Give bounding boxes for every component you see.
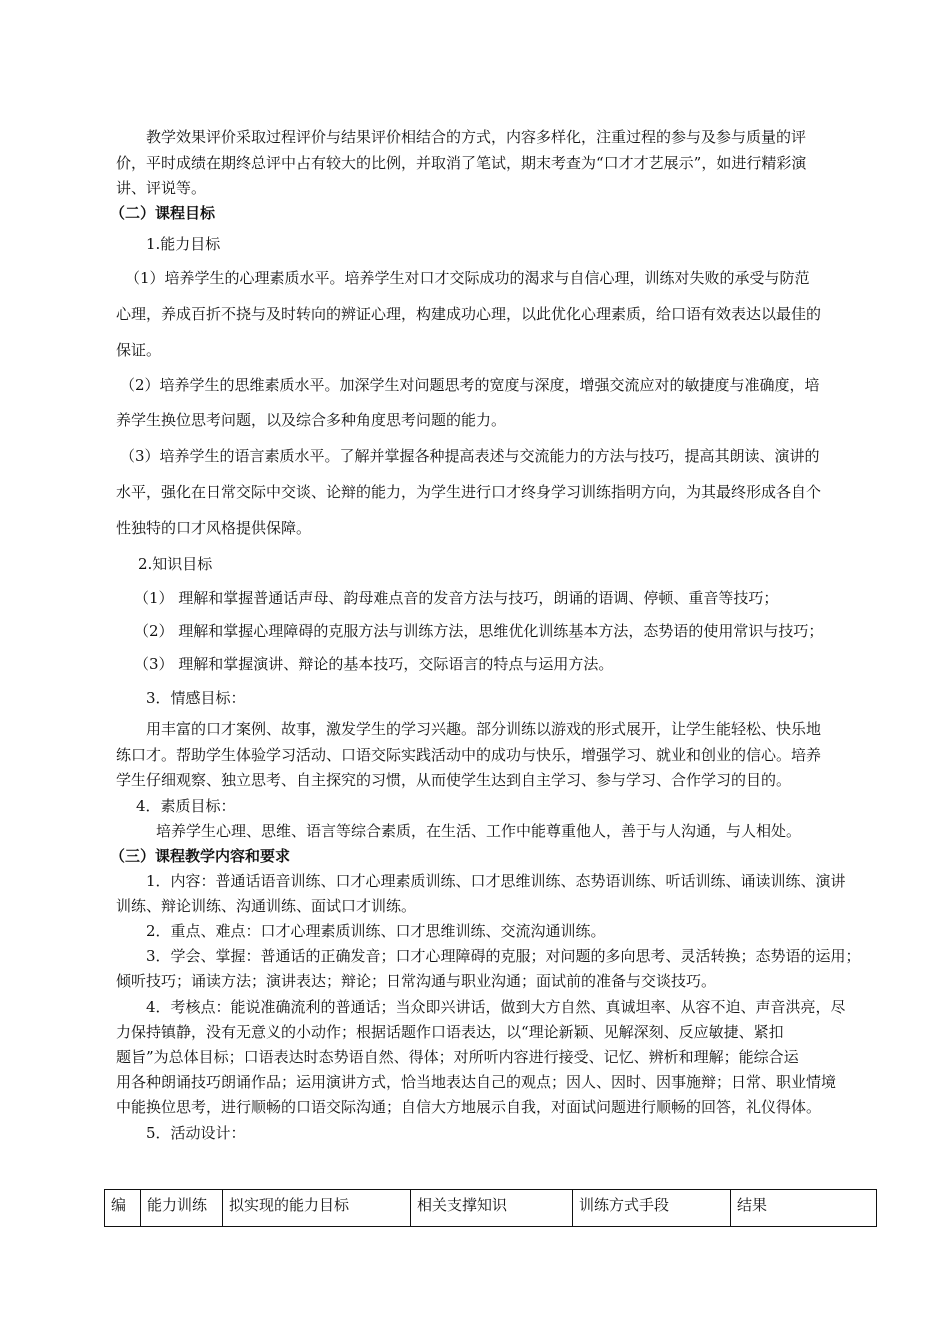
- text-line: 教学效果评价采取过程评价与结果评价相结合的方式，内容多样化，注重过程的参与及参与质量的评: [146, 128, 807, 146]
- text-line: 训练、辩论训练、沟通训练、面试口才训练。: [116, 897, 417, 915]
- subheading-ability-goals: 1.能力目标: [146, 235, 221, 253]
- text-line: 保证。: [116, 341, 162, 359]
- table-header-cell: 训练方式手段: [573, 1190, 731, 1227]
- text-line: 练口才。帮助学生体验学习活动、口语交际实践活动中的成功与快乐，增强学习、就业和创业的信心。培养: [116, 746, 822, 764]
- activity-design-table: [104, 1189, 877, 1227]
- text-line: 中能换位思考，进行顺畅的口语交际沟通；自信大方地展示自我，对面试问题进行顺畅的回答，礼仪得体。: [116, 1098, 822, 1116]
- text-line: 3．学会、掌握：普通话的正确发音；口才心理障碍的克服；对问题的多向思考、灵活转换；态势语的运用；: [146, 947, 861, 965]
- text-line: 心理，养成百折不挠与及时转向的辨证心理，构建成功心理，以此优化心理素质，给口语有效表达以最佳的: [116, 305, 822, 323]
- table-header-cell: 能力训练: [141, 1190, 223, 1227]
- text-line: （3）培养学生的语言素质水平。了解并掌握各种提高表述与交流能力的方法与技巧，提高其朗读、演讲的: [120, 447, 820, 465]
- text-line: 力保持镇静，没有无意义的小动作；根据话题作口语表达，以“理论新颖、见解深刻、反应敏捷、紧扣: [116, 1023, 784, 1041]
- text-line: 题旨”为总体目标；口语表达时态势语自然、得体；对所听内容进行接受、记忆、辨析和理解；能综合运: [116, 1048, 799, 1066]
- text-line: 倾听技巧；诵读方法；演讲表达；辩论；日常沟通与职业沟通；面试前的准备与交谈技巧。: [116, 972, 717, 990]
- table-header-cell: 相关支撑知识: [411, 1190, 573, 1227]
- text-line: （2）培养学生的思维素质水平。加深学生对问题思考的宽度与深度，增强交流应对的敏捷度与准确度，培: [120, 376, 820, 394]
- text-line: 用丰富的口才案例、故事，激发学生的学习兴趣。部分训练以游戏的形式展开，让学生能轻松、快乐地: [146, 720, 822, 738]
- text-line: 养学生换位思考问题，以及综合多种角度思考问题的能力。: [116, 411, 507, 429]
- text-line: 1．内容：普通话语音训练、口才心理素质训练、口才思维训练、态势语训练、听话训练、诵读训练、演讲: [146, 872, 846, 890]
- table-header-row: [105, 1190, 877, 1227]
- list-item: （2） 理解和掌握心理障碍的克服方法与训练方法，思维优化训练基本方法，态势语的使用常识与技巧；: [134, 622, 824, 640]
- text-line: 学生仔细观察、独立思考、自主探究的习惯，从而使学生达到自主学习、参与学习、合作学习的目的。: [116, 771, 792, 789]
- subheading-activity-design: 5．活动设计：: [146, 1124, 246, 1142]
- text-line: （1）培养学生的心理素质水平。培养学生对口才交际成功的渴求与自信心理，训练对失败的承受与防范: [125, 269, 810, 287]
- quality-goals-text: 培养学生心理、思维、语言等综合素质，在生活、工作中能尊重他人，善于与人沟通，与人相处。: [156, 822, 802, 840]
- text-line: 用各种朗诵技巧朗诵作品；运用演讲方式，恰当地表达自己的观点；因人、因时、因事施辩；日常、职业情境: [116, 1073, 837, 1091]
- text-line: 水平，强化在日常交际中交谈、论辩的能力，为学生进行口才终身学习训练指明方向，为其最终形成各自个: [116, 483, 822, 501]
- list-item: （1） 理解和掌握普通话声母、韵母难点音的发音方法与技巧，朗诵的语调、停顿、重音等技巧；: [134, 589, 779, 607]
- text-line: 价，平时成绩在期终总评中占有较大的比例，并取消了笔试，期末考查为“口才才艺展示”，如进行精彩演: [116, 154, 807, 172]
- table-header-cell: 拟实现的能力目标: [223, 1190, 411, 1227]
- subheading-emotion-goals: 3．情感目标：: [146, 689, 246, 707]
- subheading-knowledge-goals: 2.知识目标: [138, 555, 213, 573]
- section-heading-course-goals: （二）课程目标: [110, 204, 216, 222]
- text-line: 讲、评说等。: [116, 179, 207, 197]
- text-line: 4．考核点：能说准确流利的普通话；当众即兴讲话，做到大方自然、真诚坦率、从容不迫、声音洪亮，尽: [146, 998, 846, 1016]
- subheading-quality-goals: 4．素质目标：: [136, 797, 236, 815]
- table-header-cell: 结果: [731, 1190, 877, 1227]
- list-item: （3） 理解和掌握演讲、辩论的基本技巧，交际语言的特点与运用方法。: [134, 655, 614, 673]
- table-header-cell: 编: [105, 1190, 141, 1227]
- text-line: 2．重点、难点：口才心理素质训练、口才思维训练、交流沟通训练。: [146, 922, 606, 940]
- text-line: 性独特的口才风格提供保障。: [116, 519, 312, 537]
- section-heading-course-content: （三）课程教学内容和要求: [110, 847, 291, 865]
